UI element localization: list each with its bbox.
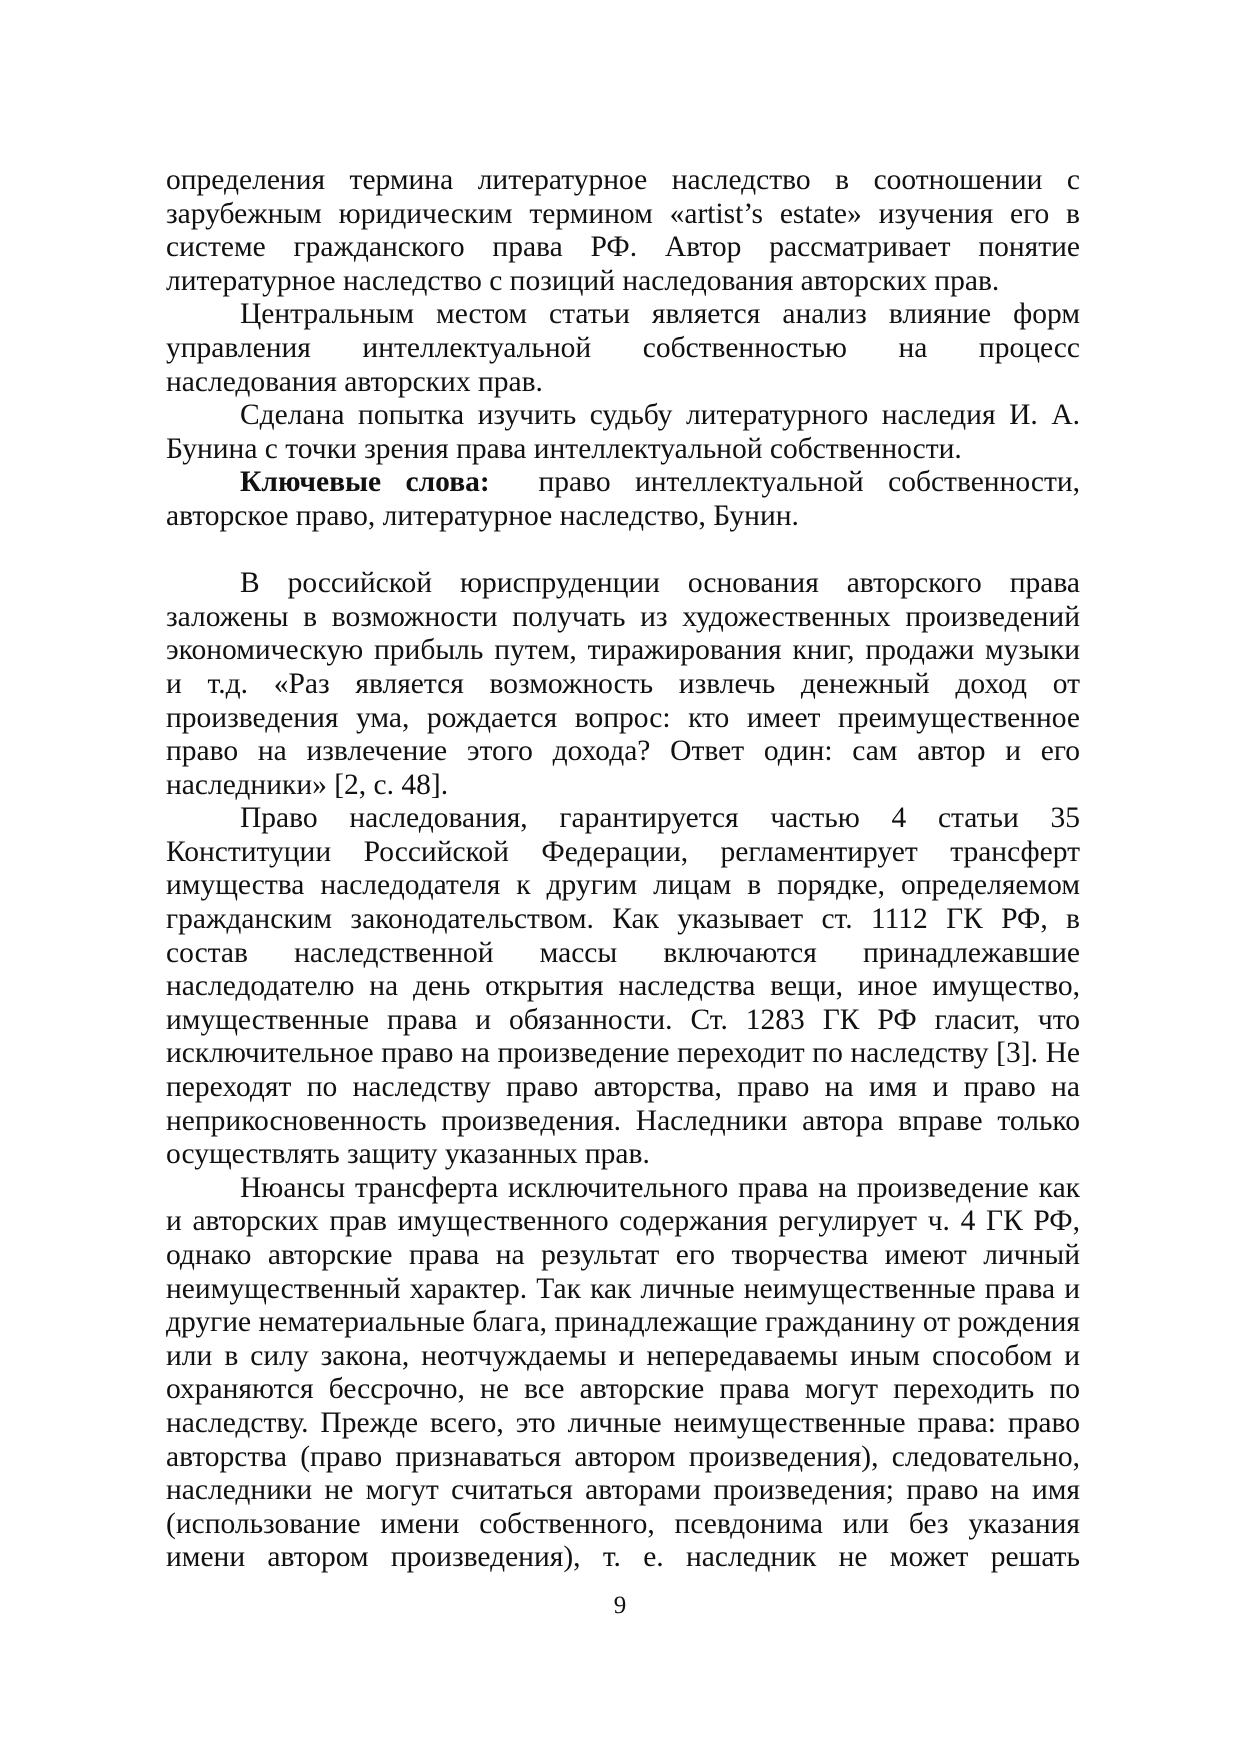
keywords-text: право интеллектуальной собственности, авторское право, литературное наследство, Бунин.	[166, 466, 1088, 532]
body-paragraph-3: Нюансы трансферта исключительного права на произведение как и авторских прав имущественного содержания регулирует ч. 4 ГК РФ, однако авторские права на результат его творчества имеют личный неимущественный характер. Так как личные неимущественные права и другие нематериальные блага, принадлежащие гражданину от рождения или в силу закона, неотчуждаемы и непередаваемы иным способом и охраняются бессрочно, не все авторские права могут переходить по наследству. Прежде всего, это личные неимущественные права: право авторства (право признаваться автором произведения), следовательно, наследники не могут считаться авторами произведения; право на имя (использование имени собственного, псевдонима или без указания имени автором произведения), т. е. наследник не может решать	[166, 1171, 1080, 1574]
document-page	[166, 164, 1088, 1575]
keywords-label: Ключевые слова:	[240, 466, 490, 499]
body-paragraph-1: В российской юриспруденции основания авторского права заложены в возможности получать из художественных произведений экономическую прибыль путем, тиражирования книг, продажи музыки и т.д. «Раз является возможность извлечь денежный доход от произведения ума, рождается вопрос: кто имеет преимущественное право на извлечение этого дохода? Ответ один: сам автор и его наследники» [2, с. 48].	[166, 567, 1080, 801]
page-number: 9	[613, 1592, 627, 1619]
abstract-paragraph-central: Центральным местом статьи является анализ влияние форм управления интеллектуальной собственностью на процесс наследования авторских прав.	[166, 298, 1080, 398]
abstract-paragraph-continued: определения термина литературное наследство в соотношении с зарубежным юридическим термином «artist’s estate» изучения его в системе гражданского права РФ. Автор рассматривает понятие литературное наследство с позиций наследования авторских прав.	[166, 164, 1080, 297]
body-paragraph-2: Право наследования, гарантируется частью 4 статьи 35 Конституции Российской Федерации, регламентирует трансферт имущества наследодателя к другим лицам в порядке, определяемом гражданским законодательством. Как указывает ст. 1112 ГК РФ, в состав наследственной массы включаются принадлежавшие наследодателю на день открытия наследства вещи, иное имущество, имущественные права и обязанности. Ст. 1283 ГК РФ гласит, что исключительное право на произведение переходит по наследству [3]. Не переходят по наследству право авторства, право на имя и право на неприкосновенность произведения. Наследники автора вправе только осуществлять защиту указанных прав.	[166, 802, 1080, 1171]
keywords-paragraph	[166, 466, 1088, 533]
abstract-paragraph-bunin: Сделана попытка изучить судьбу литературного наследия И. А. Бунина с точки зрения права интеллектуальной собственности.	[166, 399, 1080, 465]
